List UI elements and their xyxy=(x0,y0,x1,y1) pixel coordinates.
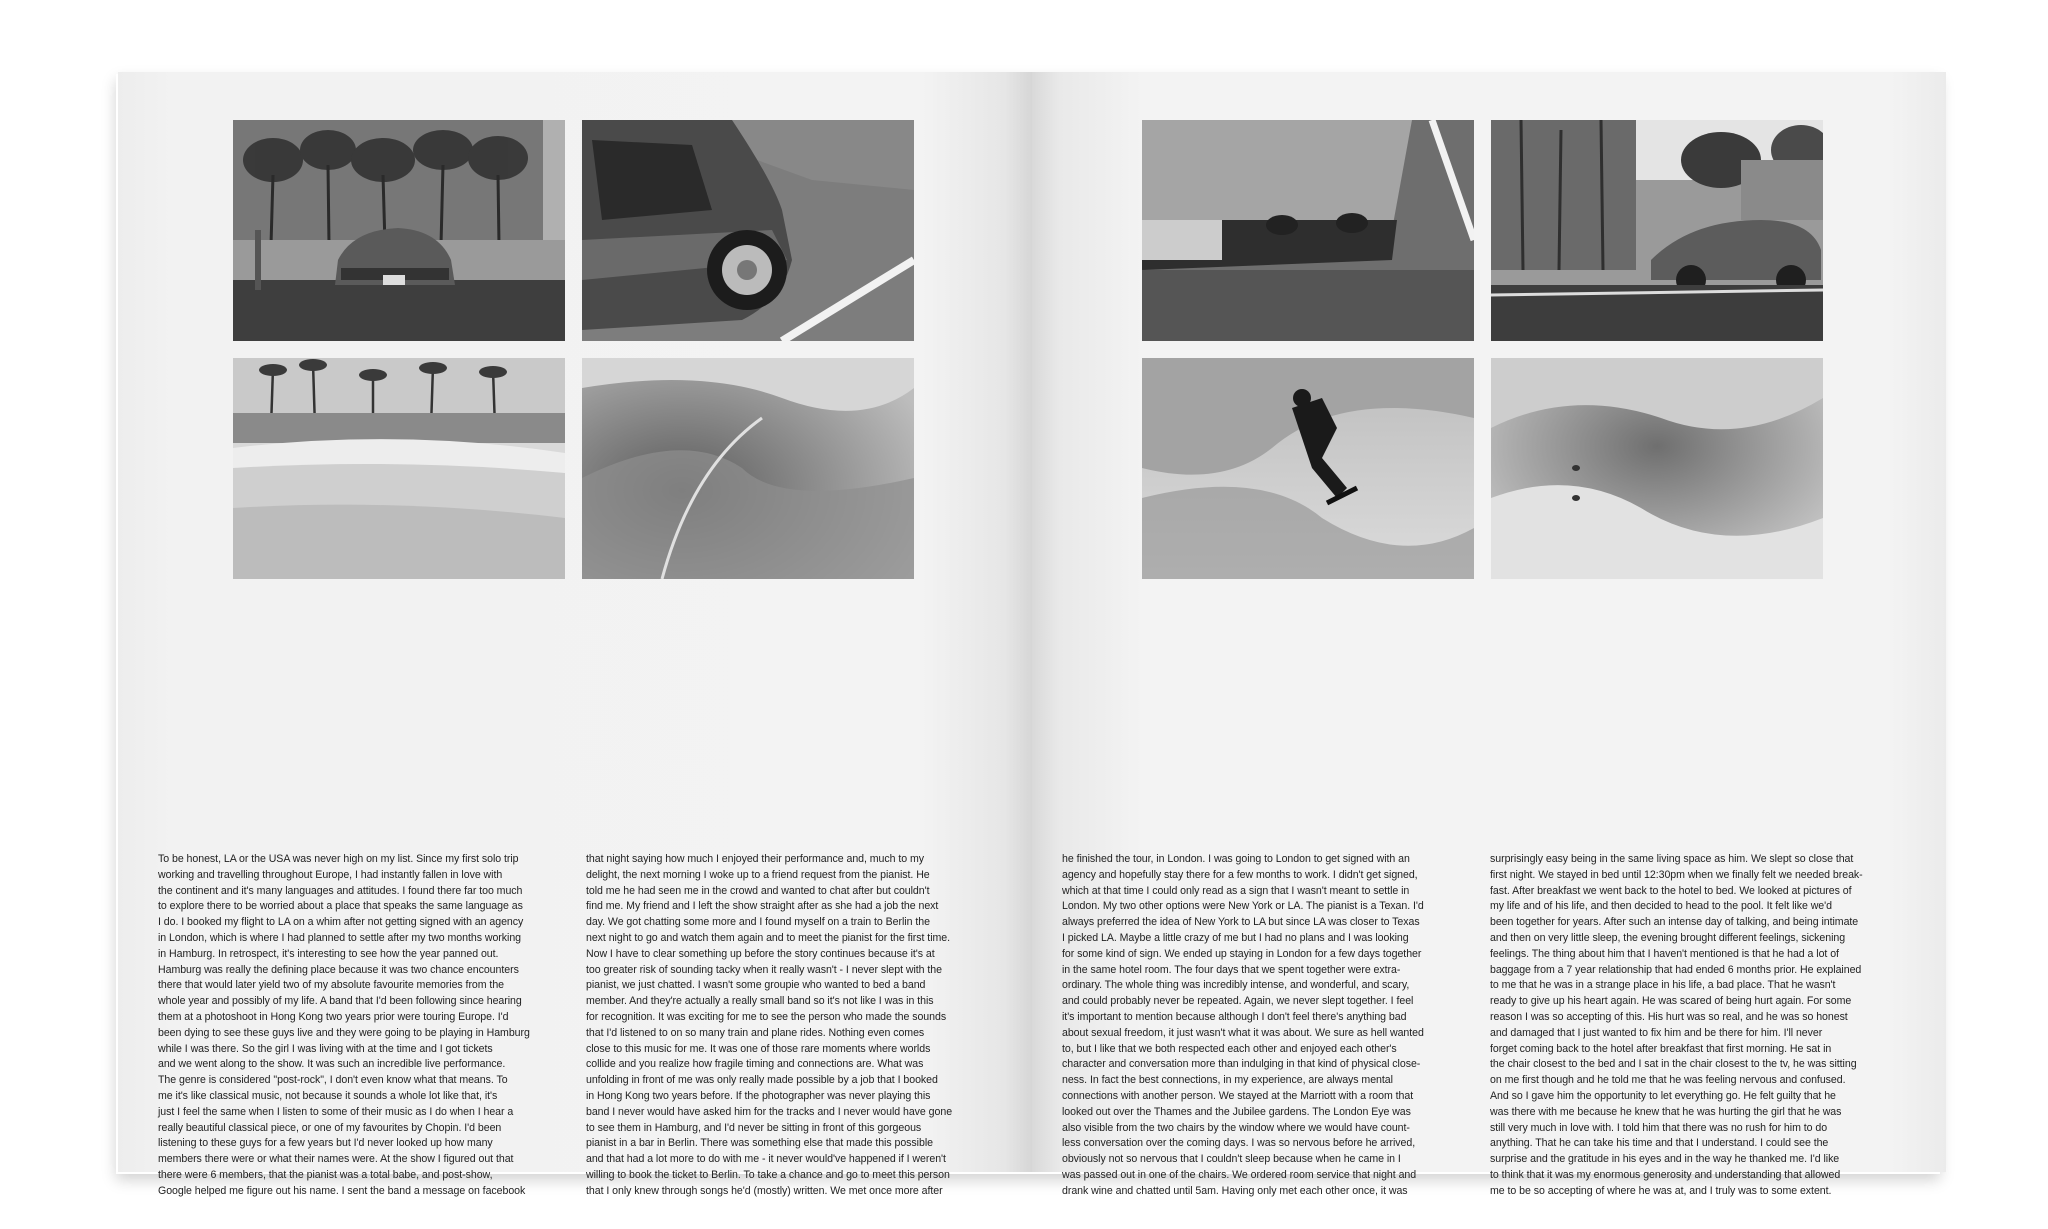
left-page xyxy=(118,72,1032,1197)
left-page-text-column-1: To be honest, LA or the USA was never high on my list. Since my first solo trip working and travelling throughout Europe, I had instantly fallen in love with the continent and it's many languages and attitudes. I found there far too much to explore there to be worried about a place that speaks the same language as I do. I booked my flight to LA on a whim after not getting signed with an agency in London, which is where I had planned to settle after my two months working in Hamburg. In retrospect, it's interesting to see how the year panned out. Hamburg was really the defining place because it was two chance encounters there that would later yield two of my absolute favourite memories from the whole year and possibly of my life. A band that I'd been following since hearing them at a photoshoot in Hong Kong two years prior were touring Europe. I'd been dying to see these guys live and they were going to be playing in Hamburg while I was there. So the girl I was living with at the time and I got tickets and we went along to the show. It was such an incredible live performance. The genre is considered "post-rock", I don't even know what that means. To me it's like classical music, not because it sounds a whole lot like that, it's just I feel the same when I listen to some of their music as I do when I hear a really beautiful classical piece, or one of my favourites by Chopin. I'd been listening to these guys for a few years but I'd never looked up how many members there were or what their names were. At the show I figured out that there were 6 members, that the pianist was a total babe, and post-show, Google helped me figure out his name. I sent the band a message on facebook xyxy=(158,853,530,1197)
right-page-text-column-1: he finished the tour, in London. I was going to London to get signed with an agency and hopefully stay there for a few months to work. I didn't get signed, which at that time I could only read as a sign that I wasn't meant to settle in London. My two other options were New York or LA. The pianist is a Texan. I'd always preferred the idea of New York to LA but since LA was closer to Texas I picked LA. Maybe a little crazy of me but I had no plans and I was looking for some kind of sign. We ended up staying in London for a few days together in the same hotel room. The four days that we spent together were extra- ordinary. The whole thing was incredibly intense, and wonderful, and scary, and could probably never be repeated. Again, we never slept together. I feel it's important to mention because although I don't feel there's anything bad about sexual freedom, it just wasn't what it was about. We sure as hell wanted to, but I like that we both respected each other and enjoyed each other's character and conversation more than indulging in that kind of physical close- ness. In fact the best connections, in my experience, are always mental connections with another person. We stayed at the Marriott with a room that looked out over the Thames and the Jubilee gardens. The London Eye was also visible from the two chairs by the window where we would have count- less conversation over the coming days. I was so nervous before he arrived, obviously not so nervous that I couldn't sleep because when he came in I was passed out in one of the chairs. We ordered room service that night and drank wine and chatted until 5am. Having only met each other once, it was xyxy=(1062,853,1424,1197)
car-side-closeup-photo xyxy=(582,120,914,341)
skatepark-palm-trees-photo xyxy=(233,358,565,579)
car-rear-license-plate-photo xyxy=(1142,120,1474,341)
empty-skate-bowl-photo xyxy=(1491,358,1823,579)
car-parked-under-trees-photo xyxy=(233,120,565,341)
skate-bowl-curve-photo xyxy=(582,358,914,579)
skater-in-bowl-photo xyxy=(1142,358,1474,579)
right-page xyxy=(1032,72,1946,1197)
car-parking-lot-photo xyxy=(1491,120,1823,341)
left-page-text-column-2: that night saying how much I enjoyed their performance and, much to my delight, the next morning I woke up to a friend request from the pianist. He told me he had seen me in the crowd and wanted to chat after but couldn't find me. My friend and I left the show straight after as she had a job the next day. We got chatting some more and I found myself on a train to Berlin the next night to go and watch them again and to meet the pianist for the first time. Now I have to clear something up before the story continues because it's at too greater risk of sounding tacky when it really wasn't - I never slept with the pianist, we just chatted. I wasn't some groupie who wanted to bed a band member. And they're actually a really small band so it's not like I was in this for recognition. It was exciting for me to see the person who made the sounds that I'd listened to on so many train and plane rides. Nothing even comes close to this music for me. It was one of those rare moments where worlds collide and you realize how fragile timing and connections are. What was unfolding in front of me was only really made possible by a job that I booked in Hong Kong two years before. If the photographer was never playing this band I never would have asked him for the tracks and I never would have gone to see them in Hamburg, and I'd never be sitting in front of this gorgeous pianist in a bar in Berlin. There was something else that made this possible and that had a lot more to do with me - it never would've happened if I weren't willing to book the ticket to Berlin. To take a chance and go to meet this person that I only knew through songs he'd (mostly) written. We met once more after xyxy=(586,853,953,1197)
right-page-text-column-2: surprisingly easy being in the same living space as him. We slept so close that first night. We stayed in bed until 12:30pm when we finally felt we needed break- fast. After breakfast we went back to the hotel to bed. We looked at pictures of my life and of his life, and then decided to head to the pool. It felt like we'd been together for years. After such an intense day of talking, and being intimate and then on very little sleep, the evening brought different feelings, sickening feelings. The thing about him that I haven't mentioned is that he had a lot of baggage from a 7 year relationship that had ended 6 months prior. He explained to me that he was in a strange place in his life, a bad place. That he wasn't ready to give up his heart again. He was scared of being hurt again. For some reason I was so accepting of this. His hurt was so real, and he was so honest and damaged that I just wanted to fix him and be there for him. I'll never forget coming back to the hotel after breakfast that first morning. He sat in the chair closest to the bed and I sat in the chair closest to the tv, he was sitting on me first though and he told me that he was feeling nervous and confused. And so I gave him the opportunity to let everything go. He felt guilty that he was there with me because he knew that he was hurting the girl that he was still very much in love with. I told him that there was no rush for him to do anything. That he can take his time and that I understand. I could see the surprise and the gratitude in his eyes and in the way he thanked me. I'd like to think that it was my enormous generosity and understanding that allowed me to be so accepting of where he was at, and I truly was to some extent. xyxy=(1490,853,1863,1197)
